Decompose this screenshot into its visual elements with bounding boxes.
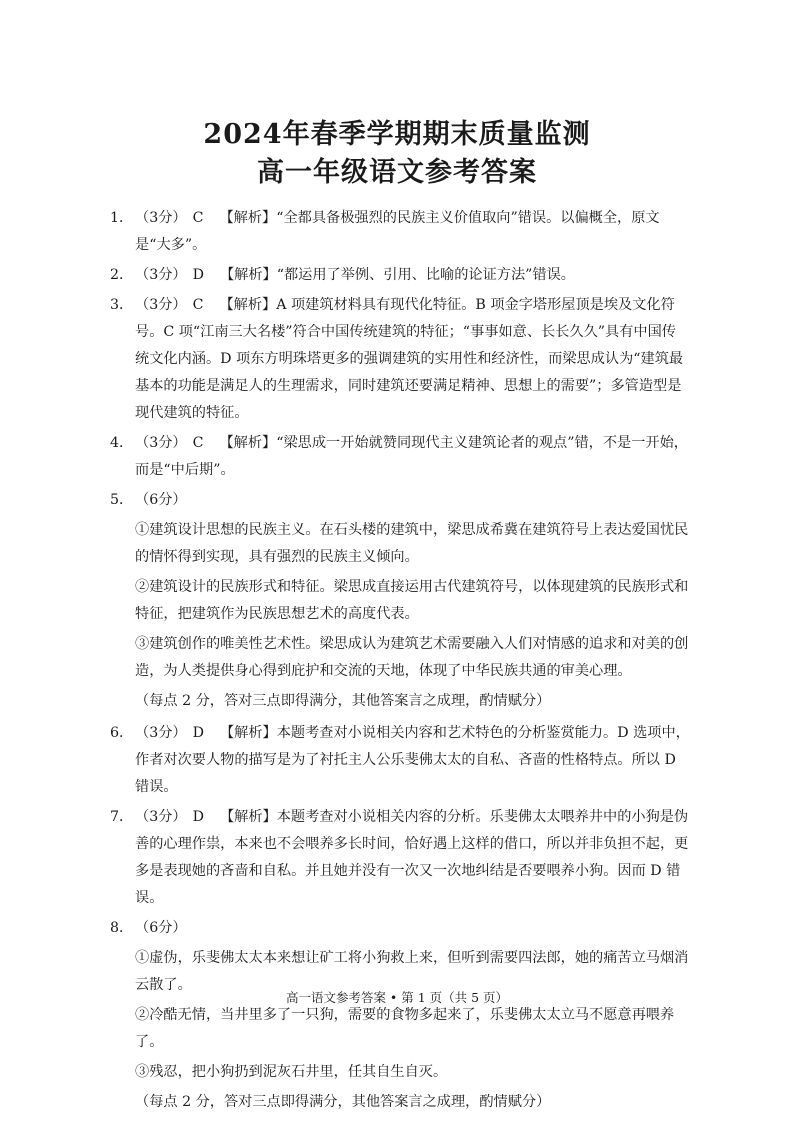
answer-point: ②建筑设计的民族形式和特征。梁思成直接运用古代建筑符号，以体现建筑的民族形式和特征，把建筑作为民族思想艺术的高度代表。 xyxy=(135,579,689,622)
answer-point: ①虚伪，乐斐佛太太本来想让矿工将小狗救上来，但听到需要四法郎，她的痛苦立马烟消云散了。 xyxy=(135,950,689,993)
answer-list xyxy=(110,205,690,1121)
answer-point: ②冷酷无情，当井里多了一只狗，需要的食物多起来了，乐斐佛太太立马不愿意再喂养了。 xyxy=(135,1007,675,1050)
answer-point: ①建筑设计思想的民族主义。在石头楼的建筑中，梁思成希冀在建筑符号上表达爱国忧民的情怀得到实现，具有强烈的民族主义倾向。 xyxy=(135,522,689,565)
question-score: （6分） xyxy=(135,492,187,508)
answer-point: ③残忍，把小狗扔到泥灰石井里，任其自生自灭。 xyxy=(135,1064,448,1080)
question-score: （3分） xyxy=(135,435,187,451)
page-title: 2024年春季学期期末质量监测 xyxy=(203,119,591,150)
question-6 xyxy=(110,720,690,801)
question-explanation: 【解析】“梁思成一开始就赞同现代主义建筑论者的观点”错，不是一开始，而是“中后期”。 xyxy=(135,435,688,478)
question-2 xyxy=(110,262,690,289)
question-number: 6． xyxy=(110,725,134,741)
question-answer: C xyxy=(192,297,204,313)
question-4 xyxy=(110,430,690,484)
question-8 xyxy=(110,915,690,942)
answer-point: ③建筑创作的唯美性艺术性。梁思成认为建筑艺术需要融入人们对情感的追求和对美的创造，为人类提供身心得到庇护和交流的天地，体现了中华民族共通的审美心理。 xyxy=(135,636,689,679)
question-answer: D xyxy=(192,267,204,283)
question-answer: D xyxy=(192,725,204,741)
scoring-note: （每点 2 分，答对三点即得满分，其他答案言之成理，酌情赋分） xyxy=(135,1094,551,1110)
question-number: 8． xyxy=(110,920,134,936)
page-footer: 高一语文参考答案 • 第 1 页（共 5 页） xyxy=(285,990,509,1005)
question-3 xyxy=(110,292,690,427)
question-number: 3． xyxy=(110,297,134,313)
question-score: （3分） xyxy=(135,725,187,741)
question-score: （3分） xyxy=(135,297,187,313)
question-score: （3分） xyxy=(135,267,187,283)
question-answer: C xyxy=(192,435,204,451)
question-7 xyxy=(110,804,690,912)
question-answer: D xyxy=(192,809,204,825)
question-explanation: 【解析】“全都具备极强烈的民族主义价值取向”错误。以偏概全，原文是“大多”。 xyxy=(135,210,660,253)
question-explanation: 【解析】本题考查对小说相关内容的分析。乐斐佛太太喂养井中的小狗是伪善的心理作祟，本来也不会喂养多长时间，恰好遇上这样的借口，所以并非负担不起，更多是表现她的吝啬和自私。并且她并没有一次又一次地纠结是否要喂养小狗。因而 D 错误。 xyxy=(135,809,689,906)
page-subtitle: 高一年级语文参考答案 xyxy=(257,157,537,188)
question-number: 7． xyxy=(110,809,134,825)
question-answer: C xyxy=(192,210,204,226)
question-score: （3分） xyxy=(135,809,187,825)
question-number: 2． xyxy=(110,267,134,283)
question-number: 1． xyxy=(110,210,134,226)
question-explanation: 【解析】“都运用了举例、引用、比喻的论证方法”错误。 xyxy=(219,267,575,283)
question-1 xyxy=(110,205,690,259)
question-score: （6分） xyxy=(135,920,187,936)
question-number: 4． xyxy=(110,435,134,451)
question-explanation: 【解析】A 项建筑材料具有现代化特征。B 项金字塔形屋顶是埃及文化符号。C 项“江南三大名楼”符合中国传统建筑的特征；“事事如意、长长久久”具有中国传统文化内涵。D 项东方明珠塔更多的强调建筑的实用性和经济性，而梁思成认为“建筑最基本的功能是满足人的生理需求，同时建筑还要满足精神、思想上的需要”；多管造型是现代建筑的特征。 xyxy=(135,297,684,421)
question-5 xyxy=(110,487,690,514)
question-number: 5． xyxy=(110,492,134,508)
scoring-note: （每点 2 分，答对三点即得满分，其他答案言之成理，酌情赋分） xyxy=(135,693,551,709)
question-explanation: 【解析】本题考查对小说相关内容和艺术特色的分析鉴赏能力。D 选项中，作者对次要人物的描写是为了衬托主人公乐斐佛太太的自私、吝啬的性格特点。所以 D 错误。 xyxy=(135,725,690,795)
question-score: （3分） xyxy=(135,210,187,226)
